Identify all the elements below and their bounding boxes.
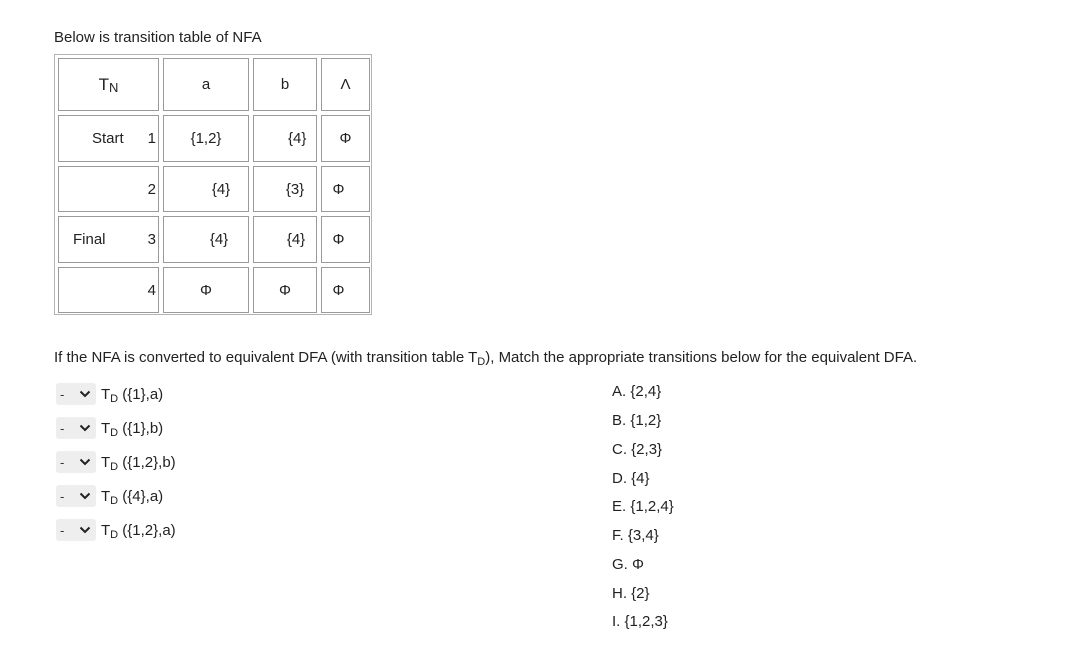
answer-letter: D. [612,470,627,487]
row-1-lambda: Φ [321,115,370,162]
prompt-arg: ({1},a) [118,385,164,403]
match-row-4 [56,484,163,508]
prompt-arg: ({1,2},a) [118,521,176,539]
match-select-1[interactable] [56,383,96,405]
row-1-b-cell [253,115,317,162]
answer-value: {4} [631,470,650,487]
table-row-1-label-cell [58,115,159,162]
match-select-2[interactable] [56,417,96,439]
answer-letter: A. [612,383,627,400]
row-state-4: 4 [147,281,156,299]
match-prompt-5 [101,522,176,539]
answer-value: {3,4} [627,527,659,544]
row-3-b-cell [253,216,317,263]
answer-a [612,383,661,401]
answer-h [612,585,650,603]
row-4-lambda-cell [321,267,370,313]
chevron-down-icon [79,492,91,500]
row-2-a-cell [163,166,249,212]
prompt-T: T [101,521,111,539]
match-row-3 [56,450,176,474]
match-row-2 [56,416,163,440]
header-a: a [163,58,249,111]
row-3-b: {4} [286,231,306,248]
prompt-T: T [101,487,111,505]
chevron-down-icon [79,424,91,432]
answer-value: {1,2,4} [630,498,674,515]
select-value: - [60,454,65,470]
prompt-T: T [101,419,111,437]
answer-letter: G. [612,556,628,573]
answer-d [612,470,650,488]
answer-i [612,613,668,631]
chevron-down-icon [79,390,91,398]
answer-letter: E. [612,498,627,515]
prompt-arg: ({1},b) [118,419,164,437]
prompt-arg: ({1,2},b) [118,453,176,471]
row-state-2: 2 [147,180,156,198]
nfa-transition-table [54,54,372,315]
prompt-arg: ({4},a) [118,487,164,505]
row-2-lambda: Φ [332,180,345,198]
prompt-sub: D [110,392,119,405]
prompt-sub: D [110,426,119,439]
answer-value: {2,4} [630,383,662,400]
row-4-a: Φ [163,267,249,313]
answer-letter: H. [612,585,627,602]
row-4-lambda: Φ [332,281,345,299]
corner-symbol: T [98,74,109,94]
table-row-4-label-cell [58,267,159,313]
row-1-b: {4} [288,130,307,147]
question-subscript: D [477,356,486,368]
table-row-3-label-cell [58,216,159,263]
prompt-sub: D [110,494,119,507]
corner-subscript: N [109,80,119,95]
row-3-a: {4} [209,231,229,248]
row-3-a-cell [163,216,249,263]
question-after: ), Match the appropriate transitions below for the equivalent DFA. [485,349,918,366]
row-3-lambda-cell [321,216,370,263]
row-2-lambda-cell [321,166,370,212]
answer-value: {2} [631,585,650,602]
prompt-sub: D [110,528,119,541]
row-2-b-cell [253,166,317,212]
row-state-3: 3 [147,231,156,248]
table-corner-cell [58,58,159,111]
question-before: If the NFA is converted to equivalent DFA (with transition table T [54,349,478,366]
intro-text: Below is transition table of NFA [54,29,262,46]
match-select-3[interactable] [56,451,96,473]
chevron-down-icon [79,526,91,534]
row-label-start: Start [92,130,124,147]
answer-value: {2,3} [631,441,663,458]
table-row-2-label-cell [58,166,159,212]
answer-b [612,412,661,430]
answer-value: {1,2,3} [624,613,668,630]
answer-c [612,441,662,459]
prompt-T: T [101,453,111,471]
answer-value: {1,2} [630,412,662,429]
header-b: b [253,58,317,111]
row-state-1: 1 [147,130,156,147]
row-3-lambda: Φ [332,231,345,248]
header-lambda: Λ [321,58,370,111]
prompt-T: T [101,385,111,403]
match-prompt-3 [101,454,176,471]
row-label-final: Final [73,231,106,248]
answer-g [612,556,644,574]
question-text [54,349,917,368]
row-4-b: Φ [253,267,317,313]
row-2-b: {3} [285,180,305,198]
select-value: - [60,522,65,538]
answer-letter: I. [612,613,621,630]
answer-letter: C. [612,441,627,458]
chevron-down-icon [79,458,91,466]
answer-letter: B. [612,412,627,429]
match-select-5[interactable] [56,519,96,541]
match-prompt-2 [101,420,163,437]
select-value: - [60,420,65,436]
match-select-4[interactable] [56,485,96,507]
row-1-a: {1,2} [163,115,249,162]
answer-f [612,527,659,545]
select-value: - [60,488,65,504]
prompt-sub: D [110,460,119,473]
answer-value: Φ [632,556,644,573]
match-row-5 [56,518,176,542]
answer-letter: F. [612,527,624,544]
answer-e [612,498,674,516]
select-value: - [60,386,65,402]
match-prompt-1 [101,386,163,403]
row-2-a: {4} [211,180,231,198]
match-row-1 [56,382,163,406]
match-prompt-4 [101,488,163,505]
